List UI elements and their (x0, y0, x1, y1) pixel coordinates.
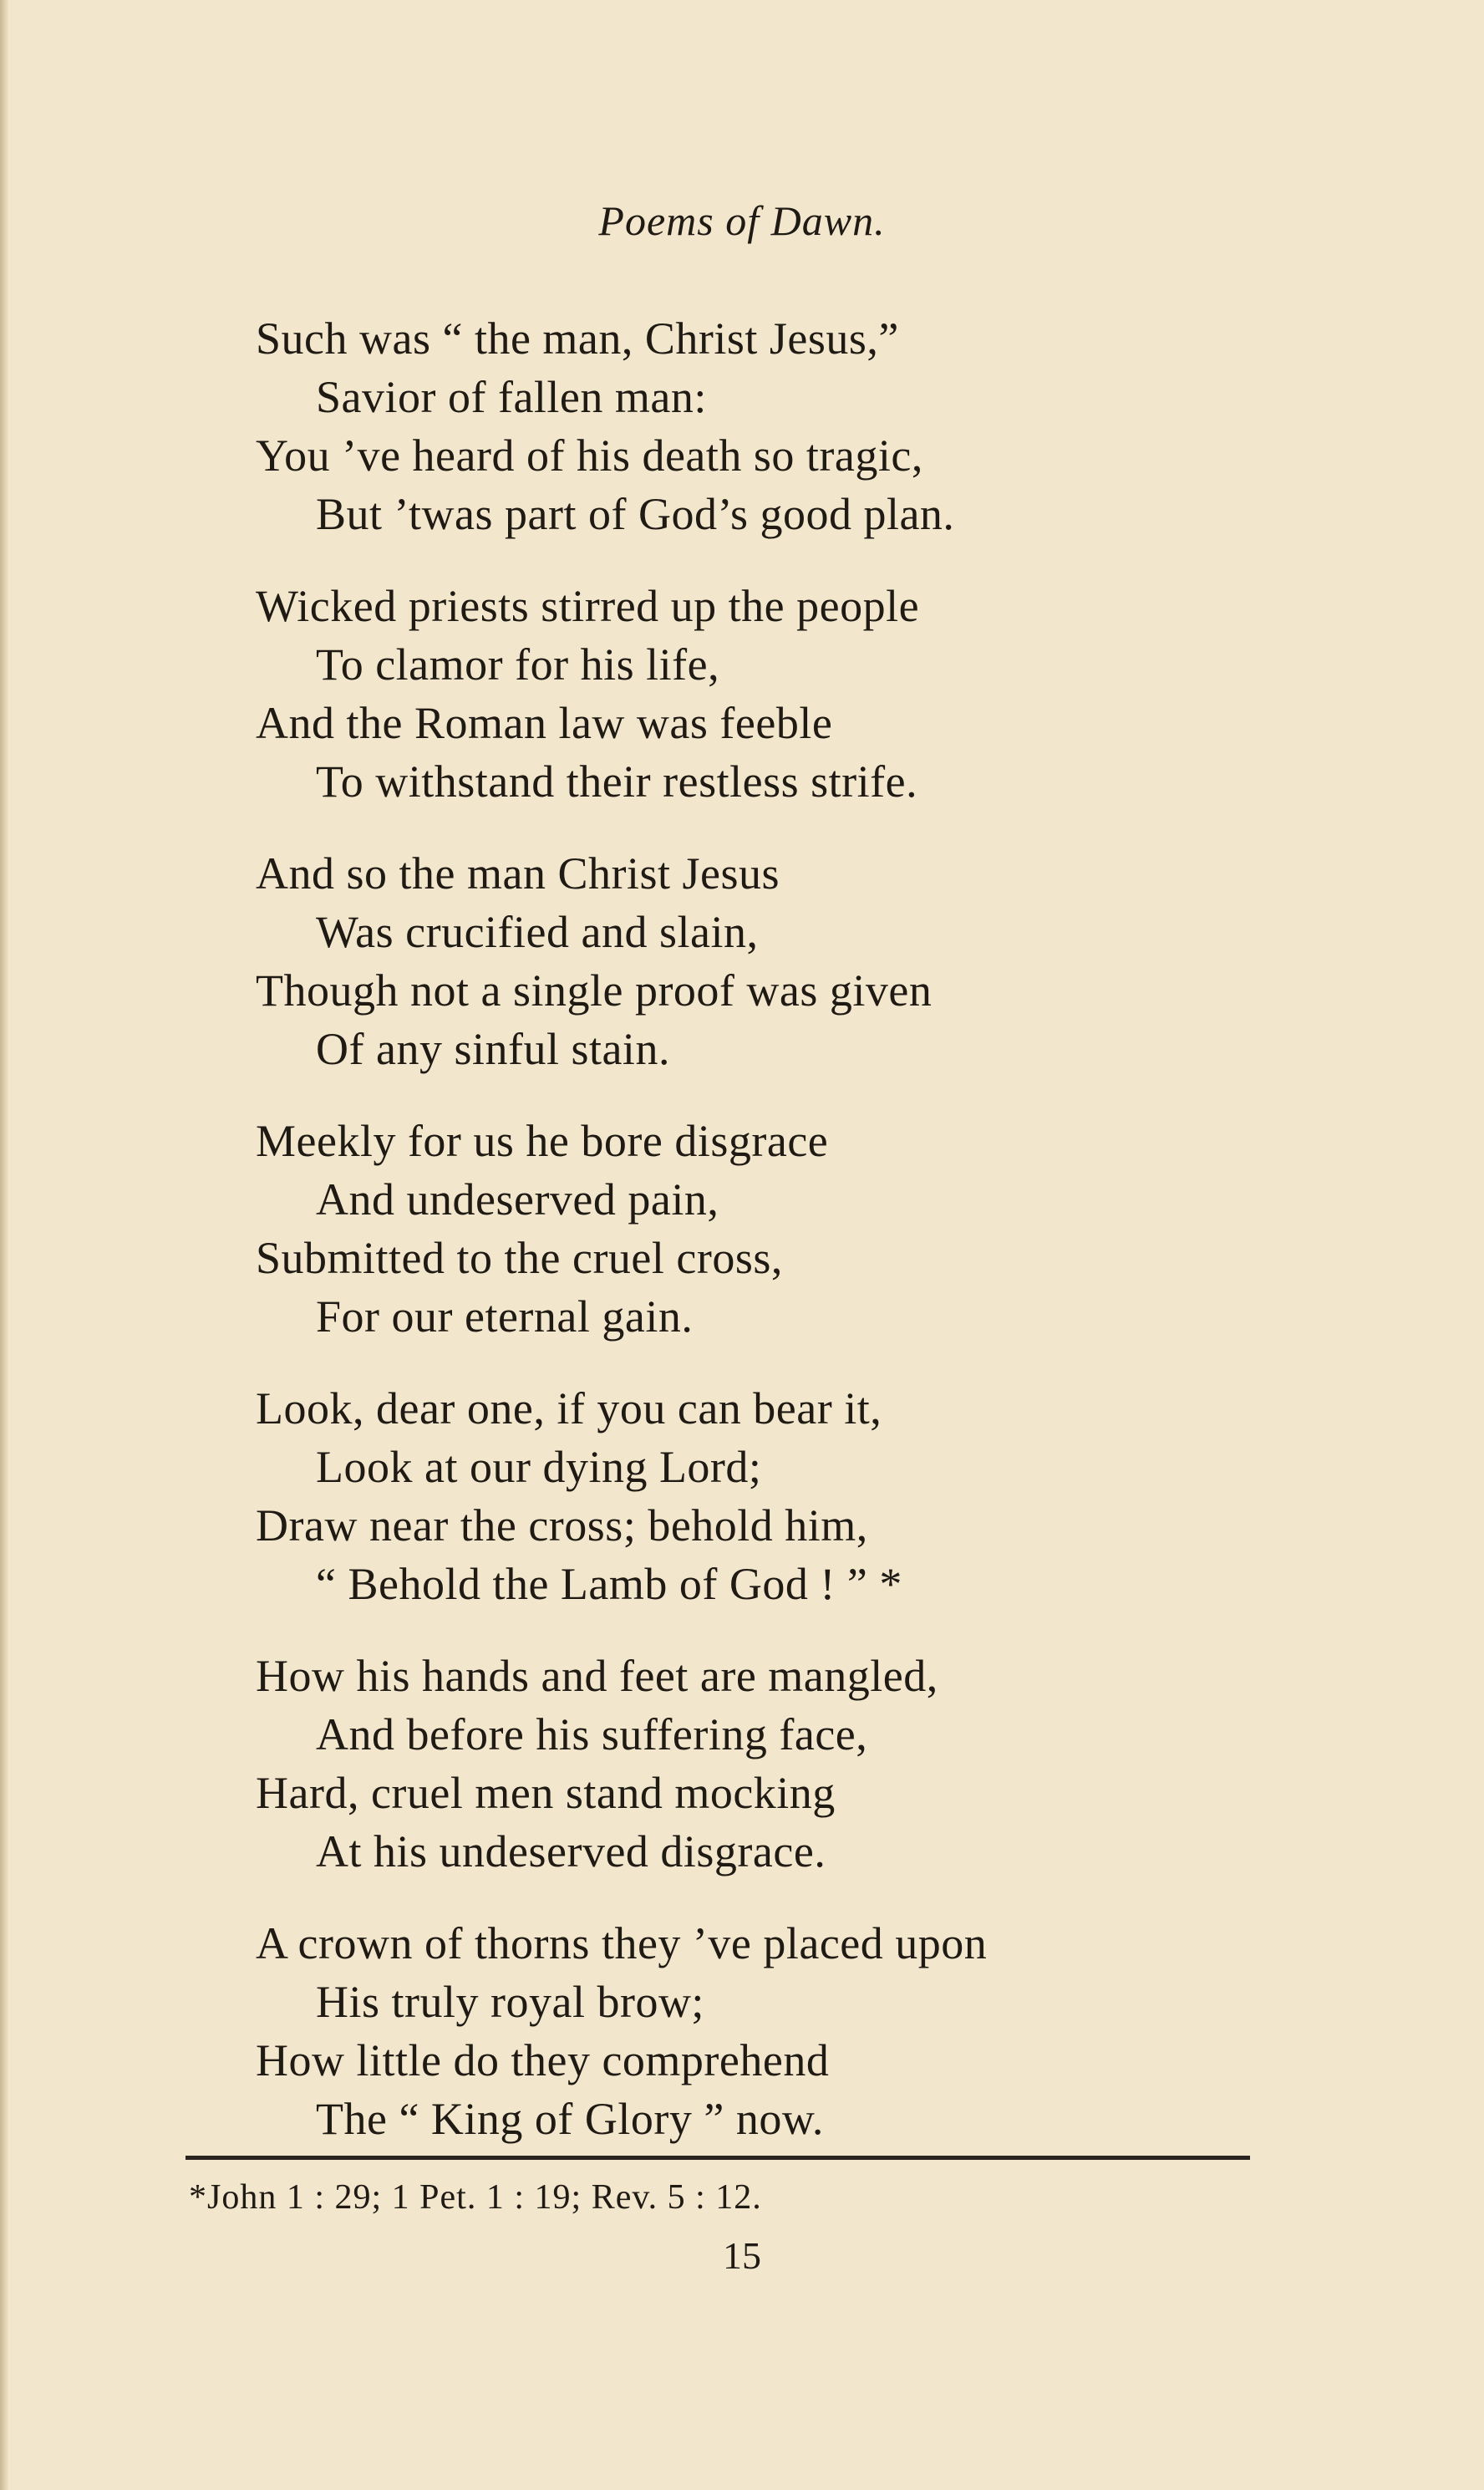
poem-line: Look at our dying Lord; (316, 1442, 762, 1492)
poem-line: A crown of thorns they ’ve placed upon (256, 1918, 988, 1968)
poem-line: Look, dear one, if you can bear it, (256, 1383, 882, 1433)
poem-line: At his undeserved disgrace. (316, 1826, 826, 1876)
poem (256, 309, 1342, 2182)
poem-line: The “ King of Glory ” now. (316, 2094, 824, 2144)
poem-line: To withstand their restless strife. (316, 756, 918, 807)
poem-line: How little do they comprehend (256, 2035, 830, 2085)
footnote: *John 1 : 29; 1 Pet. 1 : 19; Rev. 5 : 12. (189, 2178, 762, 2217)
poem-line: Though not a single proof was given (256, 965, 933, 1016)
poem-line: Draw near the cross; behold him, (256, 1500, 868, 1551)
stanza-7 (256, 1914, 1342, 2148)
poem-line: How his hands and feet are mangled, (256, 1651, 938, 1701)
footnote-divider (186, 2156, 1250, 2160)
poem-line: Was crucified and slain, (316, 907, 759, 957)
poem-line: Of any sinful stain. (316, 1024, 670, 1074)
poem-line: Meekly for us he bore disgrace (256, 1116, 829, 1166)
running-head: Poems of Dawn. (598, 197, 886, 244)
poem-line: Hard, cruel men stand mocking (256, 1768, 836, 1818)
poem-line: But ’twas part of God’s good plan. (316, 489, 955, 539)
poem-line: You ’ve heard of his death so tragic, (256, 430, 923, 481)
stanza-1 (256, 309, 1342, 543)
poem-line: Wicked priests stirred up the people (256, 581, 920, 631)
page-number: 15 (723, 2234, 761, 2277)
poem-line: “ Behold the Lamb of God ! ” * (316, 1559, 902, 1609)
stanza-3 (256, 844, 1342, 1078)
stanza-6 (256, 1647, 1342, 1881)
poem-line: Savior of fallen man: (316, 372, 707, 422)
stanza-5 (256, 1379, 1342, 1613)
poem-line: And the Roman law was feeble (256, 698, 833, 748)
poem-line: To clamor for his life, (316, 639, 720, 690)
poem-line: Submitted to the cruel cross, (256, 1233, 783, 1283)
stanza-4 (256, 1112, 1342, 1346)
poem-line: For our eternal gain. (316, 1291, 694, 1342)
poem-line: His truly royal brow; (316, 1977, 704, 2027)
poem-line: And so the man Christ Jesus (256, 848, 780, 899)
stanza-2 (256, 577, 1342, 811)
poem-line: And before his suffering face, (316, 1709, 868, 1759)
poem-line: And undeserved pain, (316, 1174, 719, 1225)
poem-line: Such was “ the man, Christ Jesus,” (256, 313, 899, 364)
page-edge (0, 0, 8, 2490)
